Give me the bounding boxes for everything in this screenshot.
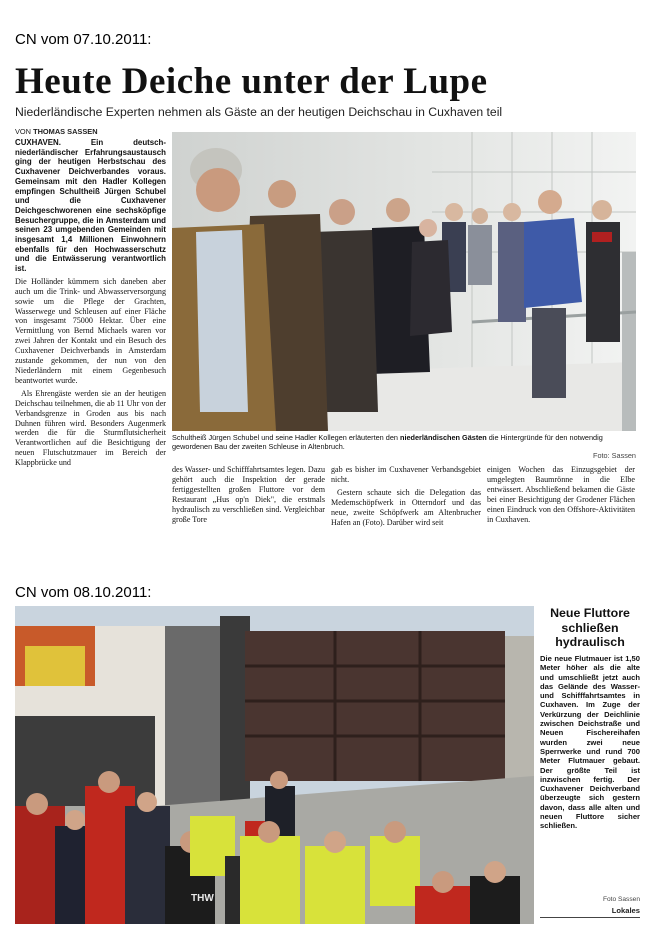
photo-credit-2: Foto Sassen <box>602 896 640 903</box>
photo-caption-1 <box>172 433 636 460</box>
clip-date-label-2: CN vom 08.10.2011: <box>15 584 152 601</box>
sidebar-headline: Neue Fluttore schließen hydraulisch <box>550 606 630 649</box>
delegation-photo-drawing <box>172 132 636 431</box>
column-3-text-2: Gestern schaute sich die Delegation das Medemschöpfwerk in Otterndorf und das neue, zweite Schöpfwerk am Altenbrucher Hafen an (Foto). Darüber wird seit <box>331 487 481 527</box>
article-paragraph-2: Die Holländer kümmern sich daneben aber auch um die Trink- und Abwasserversorgung sowie um die Pflege der Grachten, Wasserwege und Schleusen auf einer Fläche von insgesamt 75000 Hektar. Über eine Vermittlung von Bernd Michaels waren vor zwei Jahren der Kontakt und ein Besuch des Cuxhavener Deichverbands in Amsterdam zustande gekommen, der nun von den Niederländern mit einem Gegenbesuch beantwortet wurde. <box>15 276 166 385</box>
column-3-text-1: gab es bisher im Cuxhavener Verbandsgebiet nicht. <box>331 465 481 484</box>
column-2-text: des Wasser- und Schifffahrtsamtes legen. Dazu gehört auch die Inspektion der gerade fertiggestellten großen Fluttore vor dem Restaurant „Hus op'n Diek", die erstmals hydraulisch zu verschließen sind. Vergleichbar große Tore <box>172 465 325 524</box>
clip-date-label-1: CN vom 07.10.2011: <box>15 31 152 48</box>
article-column-4 <box>487 465 635 547</box>
article-paragraph-3: Als Ehrengäste werden sie an der heutigen Deichschau teilnehmen, die ab 11 Uhr von der Verbandsgrenze in Groden aus bis nach Duhnen führen wird. Besonders Augenmerk werden die für die Sturmflutsicherheit Verantwortlichen auf die Besichtigung der neuen Flutschutzmauer im Bereich der Klappbrücke und <box>15 388 166 468</box>
sidebar-rule <box>540 917 640 918</box>
flood-gate-photo-drawing <box>15 606 534 924</box>
photo-credit-1: Foto: Sassen <box>593 451 636 460</box>
byline <box>15 127 98 136</box>
vest-text: THW <box>191 893 214 904</box>
byline-author: THOMAS SASSEN <box>33 127 98 136</box>
article-column-3 <box>331 465 481 547</box>
article-headline: Heute Deiche unter der Lupe <box>15 61 488 102</box>
article-lead: CUXHAVEN. Ein deutsch-niederländischer Erfahrungsaustausch ging der heutigen Herbstschau des Cuxhavener Deichverbandes voraus. Gemeinsam mit den Hadler Kollegen empfingen Schultheiß Jürgen Schubel und die Cuxhavener Deichgeschworenen eine sechsköpfige Besuchergruppe, die in Amsterdam und seinen 23 umgebenden Gemeinden mit insgesamt 1,4 Millionen Einwohnern ebenfalls für den Hochwasserschutz und die Entwässerung verantwortlich ist. <box>15 138 166 274</box>
column-4-text: einigen Wochen das Einzugsgebiet der umgelegten Baumrönne in die Elbe entwässert. Abschließend bekamen die Gäste bei einer Besichtigung der Grodener Flächen einen Eindruck von den Offshore-Aktivitäten in Cuxhaven. <box>487 465 635 524</box>
section-label: Lokales <box>611 906 640 915</box>
article-photo-delegation <box>172 132 636 431</box>
article-subheadline: Niederländische Experten nehmen als Gäste an der heutigen Deichschau in Cuxhaven teil <box>15 105 503 119</box>
caption-bold-text: niederländischen Gästen <box>399 433 487 442</box>
byline-prefix: VON <box>15 127 32 136</box>
caption-text-end: die Hintergründe für den notwendig gewordenen Bau der zweiten Schleuse in Altenbruch. <box>172 433 603 451</box>
caption-text: Schultheiß Jürgen Schubel und seine Hadler Kollegen erläuterten den <box>172 433 400 442</box>
article-column-2 <box>172 465 325 547</box>
article-photo-flood-gate <box>15 606 534 924</box>
article-column-1 <box>15 138 166 546</box>
sidebar-article-text: Die neue Flutmauer ist 1,50 Meter höher als die alte und umschließt jetzt auch das Gelände des Wasser- und Schifffahrtsamtes in Cuxhaven. Im Zuge der Verkürzung der Deichlinie zwischen Deichstraße und Neuen Fischereihafen wurden zwei neue Sperrwerke und rund 700 Meter Flutmauer gebaut. Der größte Teil ist inzwischen fertig. Der Cuxhavener Deichverband überzeugte sich gestern davon, dass alle alten und neuen Fluttore sicher schließen. <box>540 654 640 831</box>
